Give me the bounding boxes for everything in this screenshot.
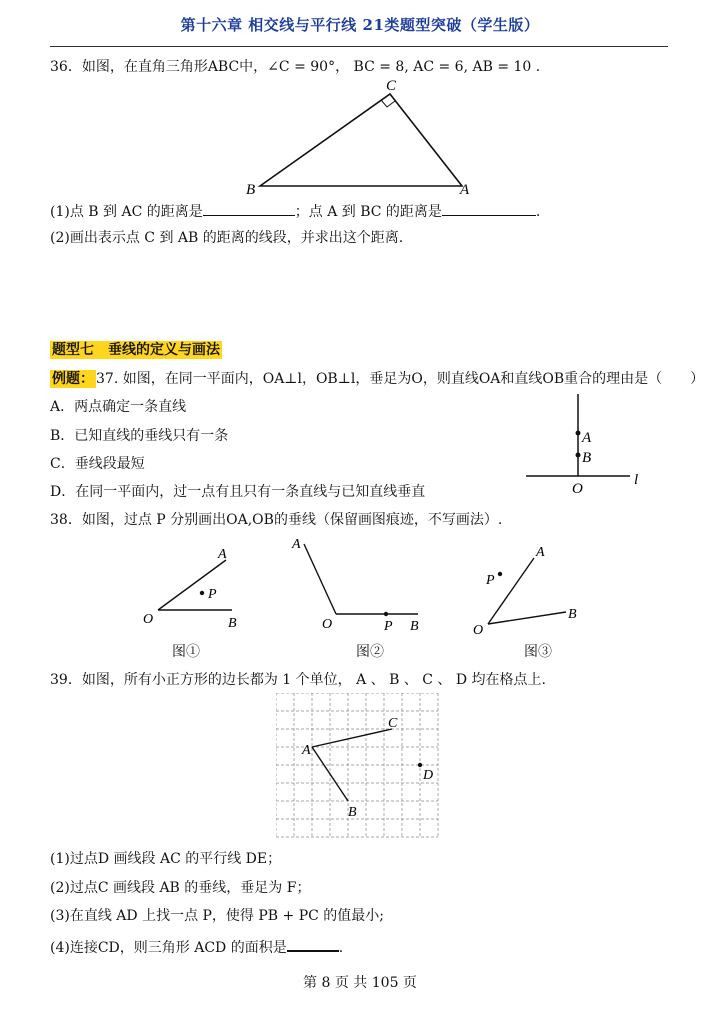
q38-stem: 38．如图，过点 P 分别画出OA,OB的垂线（保留画图痕迹，不写画法）. (50, 512, 503, 528)
q39-part2: (2)过点C 画线段 AB 的垂线，垂足为 F； (50, 880, 311, 896)
svg-text:A: A (292, 537, 301, 552)
q39-stem: 39．如图，所有小正方形的边长都为 1 个单位， A 、 B 、 C 、 D 均在格点上. (50, 672, 547, 688)
q37-option-d: D．在同一平面内，过一点有且只有一条直线与已知直线垂直 (50, 484, 426, 500)
caption-fig2: 图② (356, 644, 384, 660)
label-b: B (246, 182, 256, 198)
svg-text:A: A (582, 430, 592, 446)
svg-text:P: P (384, 619, 393, 632)
dashed-grid (276, 693, 438, 837)
q38-figure-3 (470, 538, 590, 638)
svg-text:B: B (348, 805, 357, 820)
svg-text:A: A (302, 743, 311, 758)
svg-text:O: O (322, 617, 333, 632)
q38-figure-2 (288, 532, 428, 632)
svg-text:l: l (634, 472, 639, 488)
q39-part1: (1)过点D 画线段 AC 的平行线 DE； (50, 851, 282, 867)
q39-part3: (3)在直线 AD 上找一点 P，使得 PB + PC 的值最小; (50, 908, 385, 924)
q36-part1-b: ；点 A 到 BC 的距离是 (294, 204, 442, 220)
q38-figure-1 (140, 540, 250, 635)
q37-option-b: B．已知直线的垂线只有一条 (50, 428, 229, 444)
svg-text:B: B (410, 619, 419, 632)
example-label: 例题： (52, 371, 94, 387)
answer-blank-2 (442, 201, 536, 216)
header-divider (50, 46, 668, 47)
svg-text:O: O (143, 612, 154, 627)
svg-text:B: B (582, 450, 592, 466)
svg-text:D: D (423, 768, 434, 783)
point-d (418, 763, 422, 767)
answer-blank-1 (203, 201, 295, 216)
svg-text:O: O (473, 623, 484, 638)
q39-part4: (4)连接CD，则三角形 ACD 的面积是 . (50, 936, 343, 957)
svg-text:P: P (486, 573, 495, 588)
q37-option-a: A．两点确定一条直线 (50, 399, 187, 415)
q36-intro: 36．如图，在直角三角形ABC中，∠C = 90°， BC = 8, AC = 6, AB = 10 . (50, 59, 541, 75)
point-b (576, 453, 581, 458)
q36-part1: (1)点 B 到 AC 的距离是 ；点 A 到 BC 的距离是 . (50, 201, 540, 221)
q37-stem: 例题： 37. 如图，在同一平面内，OA⊥l，OB⊥l，垂足为O，则直线OA和直线OB重合的理由是（ ） (52, 371, 705, 387)
point-p (498, 572, 502, 576)
q39-grid-figure (276, 693, 446, 843)
page-header-title: 第十六章 相交线与平行线 21类题型突破（学生版） (180, 16, 540, 34)
right-angle-mark (381, 100, 395, 107)
caption-fig1: 图① (172, 644, 200, 660)
svg-text:A: A (536, 545, 545, 560)
segment-ac (312, 729, 392, 747)
point-p (200, 591, 204, 595)
section-title: 题型七 垂线的定义与画法 (52, 342, 220, 358)
svg-text:B: B (228, 616, 237, 631)
q36-part1-a: (1)点 B 到 AC 的距离是 (50, 204, 203, 220)
page-footer: 第 8 页 共 105 页 (303, 975, 417, 991)
answer-blank-3 (287, 936, 339, 952)
triangle-abc (260, 94, 462, 186)
q36-triangle-figure (240, 76, 490, 200)
caption-fig3: 图③ (524, 644, 552, 660)
point-a (576, 431, 581, 436)
q36-part2: (2)画出表示点 C 到 AB 的距离的线段，并求出这个距离. (50, 230, 404, 246)
label-c: C (386, 78, 397, 94)
q37-option-c: C．垂线段最短 (50, 456, 145, 472)
q37-perpendicular-figure (520, 390, 650, 500)
svg-text:A: A (218, 547, 227, 562)
svg-text:O: O (572, 481, 583, 497)
svg-text:C: C (388, 716, 398, 731)
point-p (384, 612, 388, 616)
svg-text:B: B (568, 607, 577, 622)
svg-text:P: P (208, 587, 217, 602)
label-a: A (460, 182, 470, 198)
